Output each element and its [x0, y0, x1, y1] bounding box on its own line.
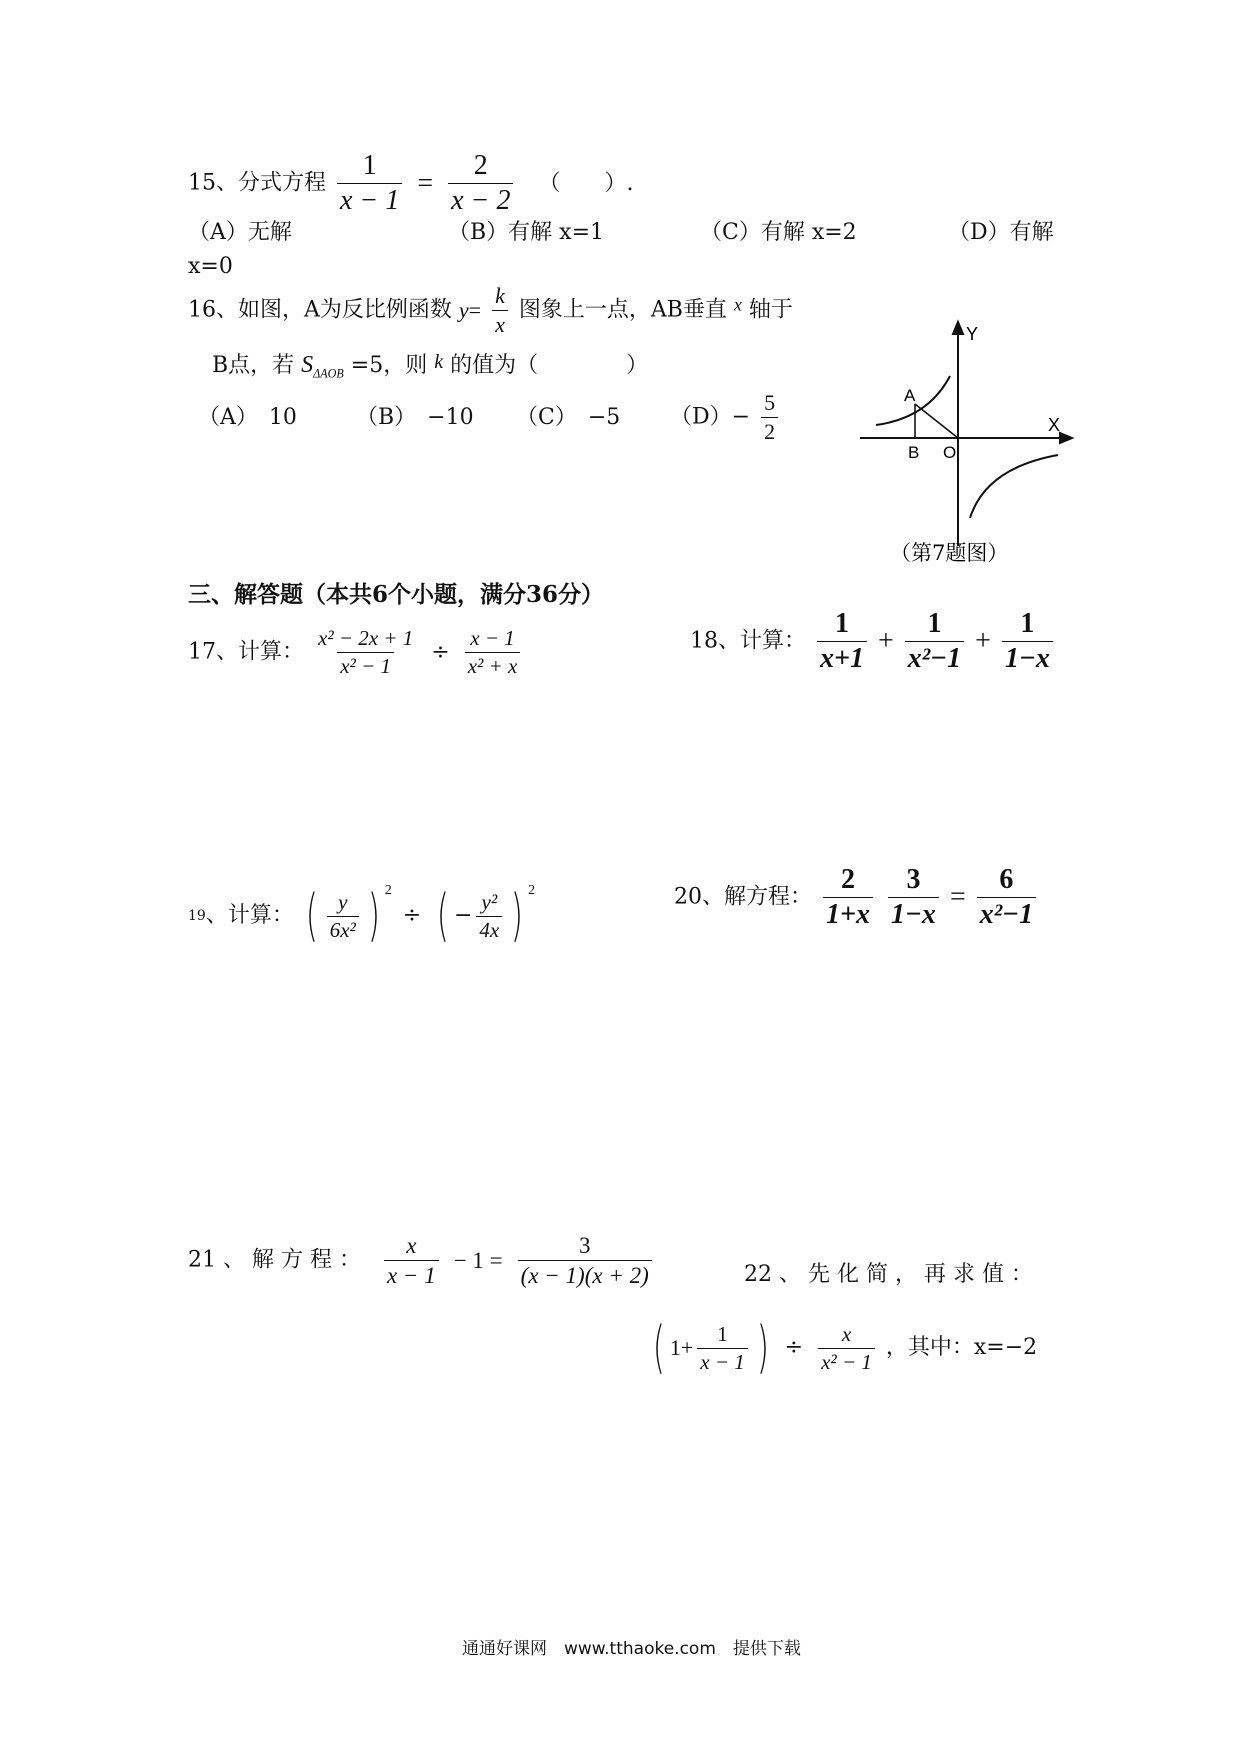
q18-fraction-2 — [905, 610, 964, 673]
q20-denominator-3: x²−1 — [977, 897, 1036, 929]
q17-denominator-1: x² − 1 — [337, 652, 394, 677]
q18-fraction-3 — [1002, 610, 1053, 673]
q21-minus-one-equals: − 1 = — [453, 1248, 503, 1273]
q15-equals: = — [417, 167, 434, 199]
q16-prefix: 16、如图，A为反比例函数 — [188, 297, 452, 323]
q19-numerator-2: y² — [481, 889, 498, 914]
question-17 — [188, 628, 524, 677]
q17-label: 17、计算： — [188, 639, 304, 665]
q21-numerator-1: x — [406, 1233, 417, 1258]
q15-option-d: （D）有解 — [948, 220, 1054, 245]
q20-label: 20、解方程： — [674, 884, 812, 910]
q18-plus-1: + — [877, 625, 894, 657]
q16-option-d-fraction — [761, 392, 778, 443]
q19-exponent-2: 2 — [528, 883, 536, 898]
hyperbola-figure — [858, 318, 1088, 568]
segment-ao — [915, 404, 958, 438]
q19-label: 、计算： — [205, 903, 294, 928]
q15-answer-blank: （ ）. — [538, 170, 634, 196]
q21-fraction-1 — [384, 1234, 439, 1287]
q21-denominator-1: x − 1 — [384, 1260, 439, 1287]
q17-fraction-1 — [315, 628, 416, 677]
q16-x-axis: x — [733, 294, 742, 315]
q22-left-paren: ( — [652, 1315, 665, 1380]
q21-denominator-2: (x − 1)(x + 2) — [518, 1260, 652, 1287]
q22-label: 22 、 先 化 简 ， 再 求 值 ： — [744, 1262, 1033, 1287]
figure-b-label: B — [908, 443, 920, 462]
figure-o-label: O — [943, 443, 957, 462]
q20-numerator-2: 3 — [906, 864, 921, 895]
q22-divide: ÷ — [784, 1335, 804, 1360]
q16-middle: 图象上一点，AB垂直 — [518, 297, 727, 323]
q16-equals: = — [468, 297, 482, 323]
q19-fraction-2 — [476, 889, 502, 942]
q22-numerator-2: x — [841, 1321, 852, 1346]
q19-denominator-2: 4x — [476, 916, 502, 941]
question-20 — [674, 866, 1040, 929]
figure-y-label: Y — [966, 324, 979, 344]
q22-fraction-1 — [697, 1321, 748, 1374]
q16-option-b: （B） −10 — [356, 405, 474, 430]
q16-line2-c: 的值为（ ） — [450, 353, 649, 378]
figure-caption: （第7题图） — [890, 541, 1009, 565]
q20-numerator-1: 2 — [840, 864, 855, 895]
q15-option-b: （B）有解 x=1 — [448, 220, 604, 245]
q17-numerator-2: x − 1 — [470, 626, 515, 650]
q16-k-symbol: k — [434, 351, 444, 373]
q15-lhs-numerator: 1 — [362, 150, 377, 181]
q16-option-a: （A） 10 — [198, 405, 297, 430]
q16-suffix: 轴于 — [748, 297, 793, 323]
q22-denominator-1: x − 1 — [697, 1348, 748, 1373]
q16-option-d — [670, 392, 782, 443]
q16-area-s: S — [301, 352, 314, 378]
q16-k-over-x — [492, 285, 508, 336]
q20-numerator-3: 6 — [999, 864, 1014, 895]
q15-rhs-fraction — [448, 152, 513, 215]
q20-equals: = — [949, 881, 966, 913]
q18-denominator-2: x²−1 — [905, 641, 964, 673]
q16-area-subscript: ΔAOB — [313, 366, 344, 381]
page-footer: 通通好课网 www.tthaoke.com 提供下载 — [462, 1639, 801, 1659]
figure-x-label: X — [1048, 415, 1061, 435]
q22-one-plus: 1+ — [669, 1335, 694, 1360]
q16-option-c: （C） −5 — [516, 405, 621, 430]
q19-left-paren-2: ( — [437, 883, 450, 948]
q18-fraction-1 — [817, 610, 867, 673]
q15-rhs-denominator: x − 2 — [448, 183, 513, 215]
q18-denominator-1: x+1 — [817, 641, 867, 673]
q18-numerator-3: 1 — [1020, 608, 1035, 639]
q16-d-numerator: 5 — [764, 390, 776, 415]
q19-fraction-1 — [327, 889, 359, 942]
question-18 — [690, 610, 1057, 673]
q16-k-denominator: x — [492, 310, 508, 336]
q15-option-a: （A）无解 — [188, 220, 292, 245]
q19-divide: ÷ — [402, 903, 422, 928]
question-15-stem — [188, 152, 633, 215]
q15-prefix: 15、分式方程 — [188, 170, 326, 196]
figure-a-label: A — [904, 386, 916, 405]
q18-numerator-2: 1 — [927, 608, 942, 639]
q16-line2-b: =5，则 — [350, 353, 428, 378]
q19-denominator-1: 6x² — [327, 916, 359, 941]
q15-option-d-wrap: x=0 — [188, 254, 233, 279]
q15-option-c: （C）有解 x=2 — [700, 220, 857, 245]
q16-d-denominator: 2 — [761, 417, 778, 443]
q15-lhs-fraction — [337, 152, 402, 215]
q19-numerator-1: y — [338, 889, 348, 914]
y-axis-arrow — [953, 322, 963, 334]
q22-numerator-1: 1 — [717, 1321, 728, 1346]
q18-label: 18、计算： — [690, 628, 806, 654]
q22-fraction-2 — [818, 1321, 875, 1374]
hyperbola-branch-lower-right — [970, 455, 1058, 518]
q17-divide: ÷ — [431, 639, 450, 665]
q16-y: y — [458, 297, 469, 323]
q21-fraction-2 — [518, 1234, 652, 1287]
q20-denominator-2: 1−x — [888, 897, 939, 929]
q20-fraction-2 — [888, 866, 939, 929]
q19-number: 19 — [188, 908, 206, 924]
q17-denominator-2: x² + x — [465, 652, 521, 677]
q20-denominator-1: 1+x — [823, 897, 873, 929]
q16-k-numerator: k — [495, 283, 505, 308]
q20-fraction-1 — [823, 866, 873, 929]
q22-expression — [648, 1315, 1038, 1380]
q16-line2-a: B点，若 — [212, 353, 295, 378]
q16-line-2 — [212, 351, 649, 381]
q15-lhs-denominator: x − 1 — [337, 183, 402, 215]
question-21 — [188, 1234, 656, 1287]
q19-negative: − — [453, 903, 473, 928]
x-axis-arrow — [1060, 433, 1072, 443]
question-19 — [188, 883, 536, 948]
q21-numerator-2: 3 — [578, 1233, 591, 1258]
q18-denominator-3: 1−x — [1002, 641, 1053, 673]
q22-denominator-2: x² − 1 — [818, 1348, 875, 1373]
q19-right-paren-2: ) — [511, 883, 524, 948]
q17-fraction-2 — [465, 628, 521, 677]
q22-right-paren: ) — [756, 1315, 769, 1380]
q19-left-paren-1: ( — [305, 883, 318, 948]
q18-numerator-1: 1 — [834, 608, 849, 639]
q22-condition: ，其中：x=−2 — [885, 1335, 1038, 1360]
q20-fraction-3 — [977, 866, 1036, 929]
q21-label: 21 、 解 方 程 ： — [188, 1247, 361, 1273]
question-16-stem — [188, 285, 793, 336]
q15-rhs-numerator: 2 — [473, 150, 488, 181]
q19-exponent-1: 2 — [384, 883, 392, 898]
q17-numerator-1: x² − 2x + 1 — [318, 626, 414, 650]
section-3-heading: 三、解答题（本共6个小题，满分36分） — [188, 581, 605, 608]
q19-right-paren-1: ) — [367, 883, 380, 948]
q16-option-d-label: （D）− — [670, 404, 751, 430]
q18-plus-2: + — [975, 625, 991, 657]
